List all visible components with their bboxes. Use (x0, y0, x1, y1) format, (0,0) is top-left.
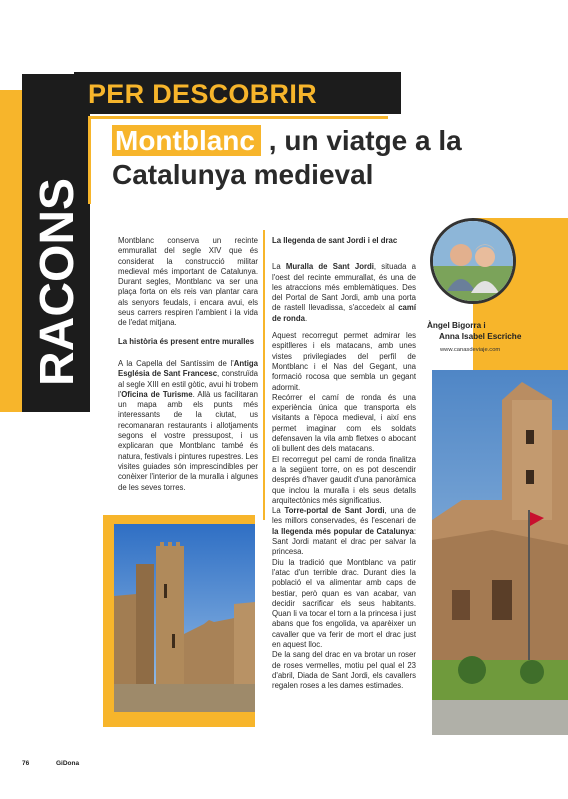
author-website[interactable]: www.canasdeviaje.com (440, 347, 501, 353)
paragraph-end-route: El recorregut pel camí de ronda finalitza a la següent torre, on es pot descendir després d'haver gaudit d'una panoràmica que inclou la muralla i els seus detalls arquitectònics més significatius. (272, 454, 416, 505)
page-number: 76 (22, 760, 30, 767)
author-line1: Àngel Bigorra i (427, 321, 486, 330)
magazine-name: GiDona (56, 760, 80, 767)
headline-highlight: Montblanc (112, 125, 261, 156)
section-side-text: RACONS (31, 177, 84, 386)
accent-bar-left (0, 90, 22, 412)
headline-line2: Catalunya medieval (112, 159, 374, 190)
paragraph-experience: Recórrer el camí de ronda és una experiència única que transporta els visitants a l'època medieval, i així ens permet imaginar com els soldats defensaven la vila amb fletxes o abocant oli bullent des dels matacans. (272, 392, 416, 454)
subheading-history: La història és present entre muralles (118, 336, 255, 346)
paragraph-wall: La Muralla de Sant Jordi, situada a l'oest del recinte emmurallat, és una de les atraccions més emblemàtiques. Des del Portal de Sant Jordi, amb una porta de rastell llevadissa, s'accedeix al camí de ronda. (272, 262, 417, 323)
accent-line-top (88, 116, 388, 119)
article-headline (112, 124, 532, 192)
section-side-label (22, 74, 90, 412)
church-photo (432, 370, 568, 735)
subheading-legend: La llegenda de sant Jordi i el drac (272, 236, 398, 245)
author-portrait (430, 218, 516, 304)
section-title: PER DESCOBRIR (88, 79, 317, 109)
medieval-wall-photo (114, 524, 255, 712)
paragraph-tradition: Diu la tradició que Montblanc va patir l'atac d'un terrible drac. Durant dies la població el va alimentar amb caps de bestiar, però quan es van acabar, van decidir sacrificar els seus habitants. Quan li va tocar el torn a la princesa i just abans que fos engolida, va aparèixer un cavaller que va ferir de mort el drac just en aquest lloc. (272, 557, 416, 649)
article-column-1 (118, 236, 258, 501)
intro-paragraph: Montblanc conserva un recinte emmurallat del segle XIV que és considerat la construcció militar medieval més important de Catalunya. Durant segles, Montblanc va ser una plaça forta on els reis van plantar cara als senyors feudals, i encara avui, els seus carrers respiren l'ambient i la vida de l'edat mitjana. (118, 236, 258, 328)
author-line2: Anna Isabel Escriche (439, 332, 522, 341)
article-column-2 (272, 236, 416, 691)
paragraph-church: A la Capella del Santíssim de l'Antiga Església de Sant Francesc, construïda al segle XIII en estil gòtic, avui hi trobem l'Oficina de Turisme. Allà us facilitaran un mapa amb els punts més interessants de la ciutat, us recomanaran restaurants i allotjaments segons el vostre pressupost, i us explicaran que Montblanc també és natura, festivals i pintures rupestres. Les visites guiades són imprescindibles per conèixer l'interior de la muralla i algunes de les seves torres. (118, 358, 258, 492)
paragraph-route: Aquest recorregut permet admirar les espitlleres i els matacans, amb unes vistes privilegiades del perfil de Montblanc i el Nas del Gegant, una formació rocosa que sembla un gegant adormit. (272, 331, 416, 392)
paragraph-tower: La Torre-portal de Sant Jordi, una de les millors conservades, és l'escenari de la llegenda més popular de Catalunya: Sant Jordi matant el drac per salvar la princesa. (272, 506, 416, 557)
accent-line-vertical (88, 116, 91, 204)
column-divider (263, 230, 265, 520)
author-names (427, 320, 557, 342)
paragraph-rose: De la sang del drac en va brotar un roser de roses vermelles, motiu pel qual el 23 d'abril, Diada de Sant Jordi, els cavallers regalen roses a les dames estimades. (272, 650, 416, 691)
headline-rest: , un viatge a la (268, 125, 462, 156)
